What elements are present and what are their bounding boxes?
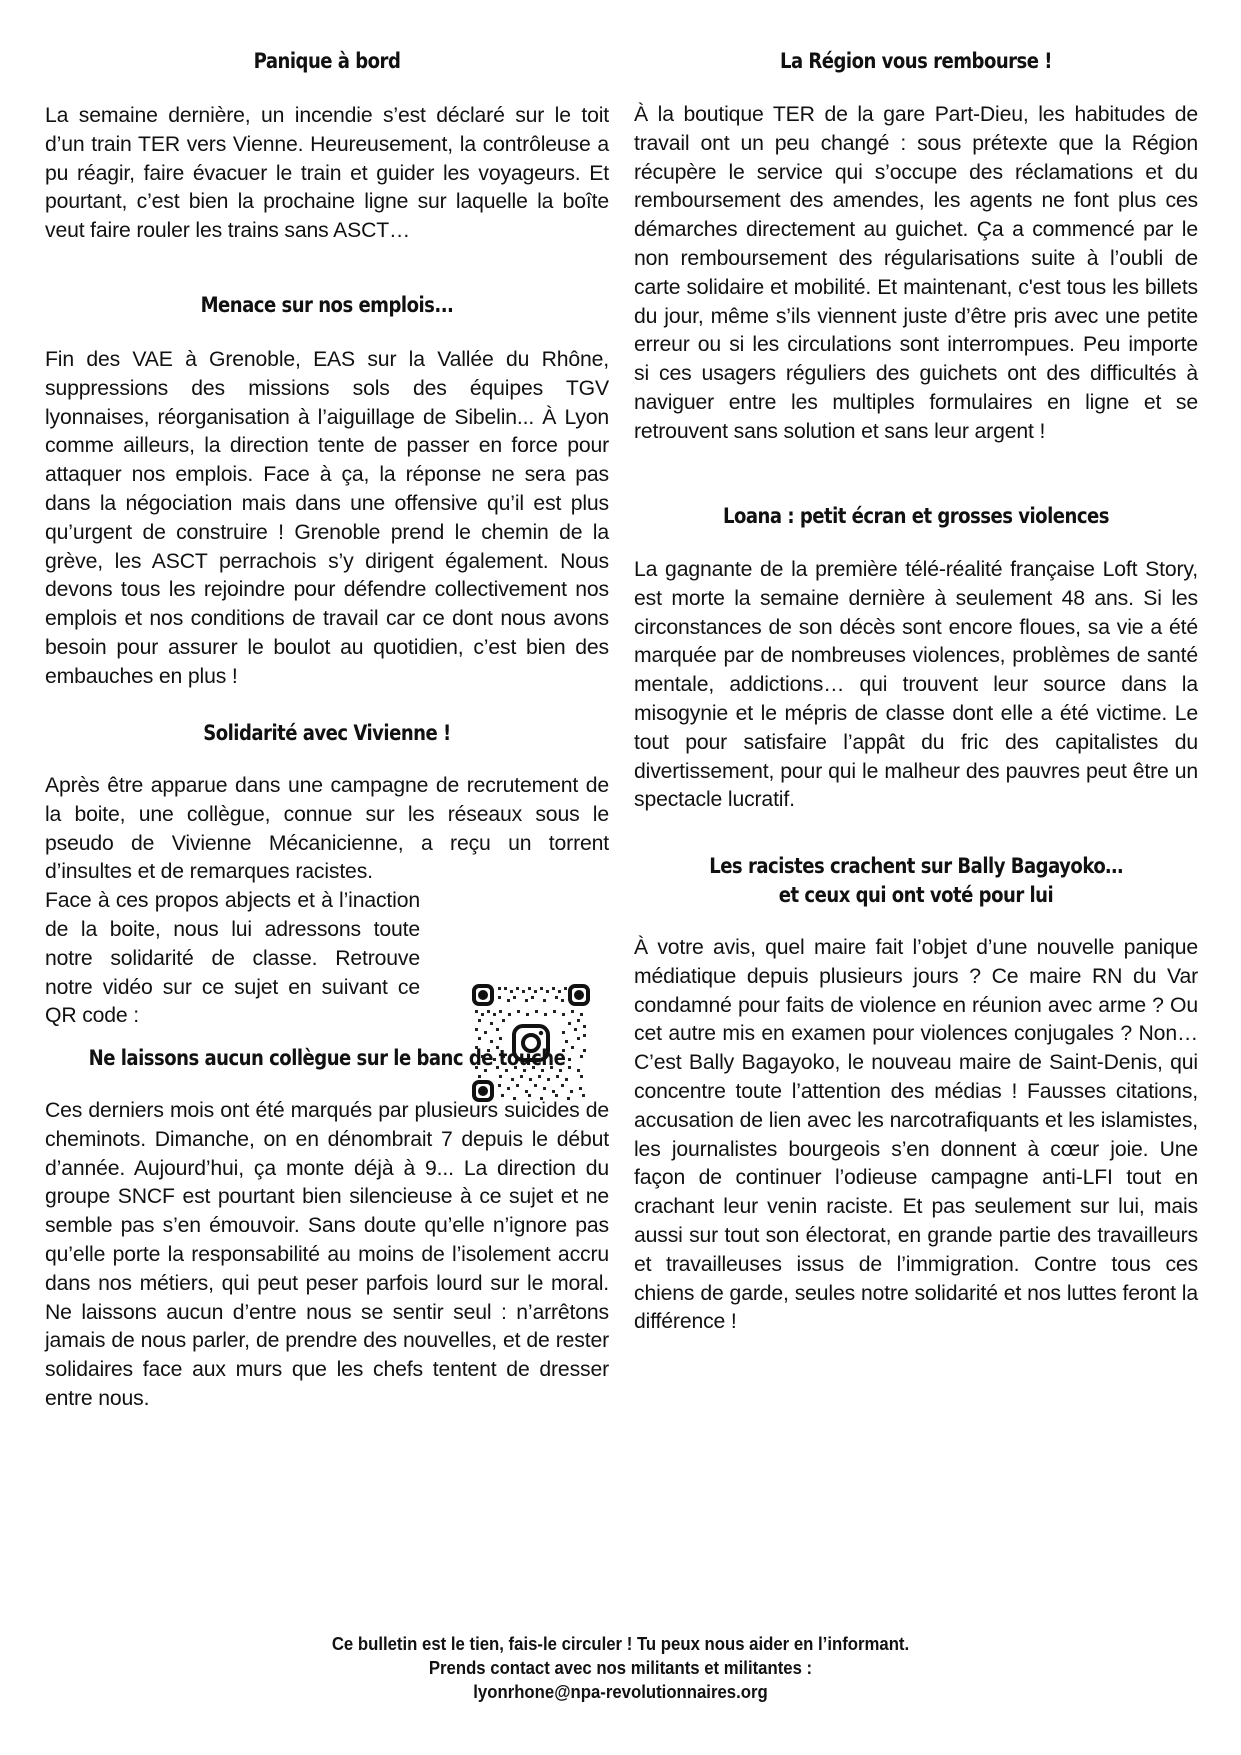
article-title: La Région vous rembourse ! [779, 49, 1053, 73]
article-title: Panique à bord [253, 49, 401, 73]
article-menace-emplois [45, 292, 609, 692]
article-body: À la boutique TER de la gare Part-Dieu, les habitudes de travail ont un peu changé : sous prétexte que la Région récupère le service qui s’occupe des réclamations et du remboursement des amendes, les agents ne font plus ces démarches directement au guichet. Ça a commencé par le non remboursement des régularisations suite à l’oubli de carte solidaire et mobilité. Et maintenant, c'est tous les billets du jour, même s’ils viennent juste d’être pris avec une petite erreur ou si les circulations sont interrompues. Peu importe si ces usagers réguliers des guichets ont des difficultés à naviguer entre les multiples formulaires en ligne et se retrouvent sans solution et sans leur argent ! [634, 103, 1198, 443]
article-body: Après être apparue dans une campagne de recrutement de la boite, une collègue, connue sur les réseaux sous le pseudo de Vivienne Mécanicienne, a reçu un torrent d’insultes et de remarques racistes. [45, 774, 609, 884]
article-title: Solidarité avec Vivienne ! [203, 721, 451, 745]
article-solidarite-vivienne [45, 720, 609, 1031]
article-banc-de-touche [45, 1045, 609, 1414]
article-body: La semaine dernière, un incendie s’est déclaré sur le toit d’un train TER vers Vienne. Heureusement, la contrôleuse a pu réagir, faire évacuer le train et guider les voyageurs. Et pourtant, c’est bien la prochaine ligne sur laquelle la boîte veut faire rouler les trains sans ASCT… [45, 104, 609, 243]
article-title: Loana : petit écran et grosses violences [722, 504, 1109, 528]
footer-line2: Prends contact avec nos militants et militantes : [428, 1658, 813, 1678]
article-panique-a-bord [45, 48, 609, 246]
article-loana [634, 503, 1198, 815]
article-body: Fin des VAE à Grenoble, EAS sur la Vallée du Rhône, suppressions des missions sols des équipes TGV lyonnaises, réorganisation à l’aiguillage de Sibelin... À Lyon comme ailleurs, la direction tente de passer en force pour attaquer nos emplois. Face à ça, la réponse ne sera pas dans la négociation mais dans une offensive qu’il est plus qu’urgent de construire ! Grenoble prend le chemin de la grève, les ASCT perrachois s’y dirigent également. Nous devons tous les rejoindre pour défendre collectivement nos emplois et nos conditions de travail car ce dont nous avons besoin pour assurer le boulot au quotidien, c’est bien des embauches en plus ! [45, 348, 609, 688]
footer-email-link[interactable]: lyonrhone@npa-revolutionnaires.org [473, 1682, 768, 1702]
article-body: À votre avis, quel maire fait l’objet d’une nouvelle panique médiatique depuis plusieurs jours ? Ce maire RN du Var condamné pour faits de violence en réunion avec arme ? Ou cet autre mis en examen pour violences conjugales ? Non… C’est Bally Bagayoko, le nouveau maire de Saint-Denis, qui concentre toute l’attention des médias ! Fausses citations, accusation de lien avec les narcotrafiquants et les islamistes, les journalistes bourgeois s’en donnent à cœur joie. Une façon de continuer l’odieuse campagne anti-LFI tout en crachant leur venin raciste. Et pas seulement sur lui, mais aussi sur tout son électorat, en grande partie des travailleurs et travailleuses issus de l’immigration. Contre tous ces chiens de garde, seules notre solidarité et nos luttes feront la différence ! [634, 936, 1198, 1334]
footer-line1: Ce bulletin est le tien, fais-le circuler ! Tu peux nous aider en l’informant. [331, 1634, 910, 1654]
article-bally-bagayoko [634, 853, 1198, 1337]
article-title: Menace sur nos emplois... [200, 293, 454, 317]
article-title-line1: Les racistes crachent sur Bally Bagayoko… [709, 854, 1123, 878]
article-body: Ces derniers mois ont été marqués par plusieurs suicides de cheminots. Dimanche, on en dénombrait 7 depuis le début d’année. Aujourd’hui, ça monte déjà à 9... La direction du groupe SNCF est pourtant bien silencieuse à ce sujet et ne semble pas s’en émouvoir. Sans doute qu’elle n’ignore pas qu’elle porte la responsabilité au moins de l’isolement accru dans nos métiers, qui peut peser parfois lourd sur le moral. Ne laissons aucun d’entre nous se sentir seul : n’arrêtons jamais de nous parler, de prendre des nouvelles, et de rester solidaires face aux murs que les chefs tentent de dresser entre nous. [45, 1099, 609, 1410]
article-body-beside-qr: Face à ces propos abjects et à l’inaction de la boite, nous lui adressons toute notre solidarité de classe. Retrouve notre vidéo sur ce sujet en suivant ce QR code : [45, 889, 420, 1028]
article-region-rembourse [634, 48, 1198, 447]
article-body: La gagnante de la première télé-réalité française Loft Story, est morte la semaine dernière à seulement 48 ans. Si les circonstances de son décès sont encore floues, sa vie a été marquée par de nombreuses violences, problèmes de santé mentale, addictions… qui trouvent leur source dans la misogynie et le mépris de classe dont elle a été victime. Le tout pour satisfaire l’appât du fric des capitalistes du divertissement, pour qui le malheur des pauvres peut être un spectacle lucratif. [634, 558, 1198, 812]
footer [0, 1632, 1241, 1704]
article-title: Ne laissons aucun collègue sur le banc de touche [88, 1046, 566, 1070]
article-title-line2: et ceux qui ont voté pour lui [778, 883, 1054, 907]
